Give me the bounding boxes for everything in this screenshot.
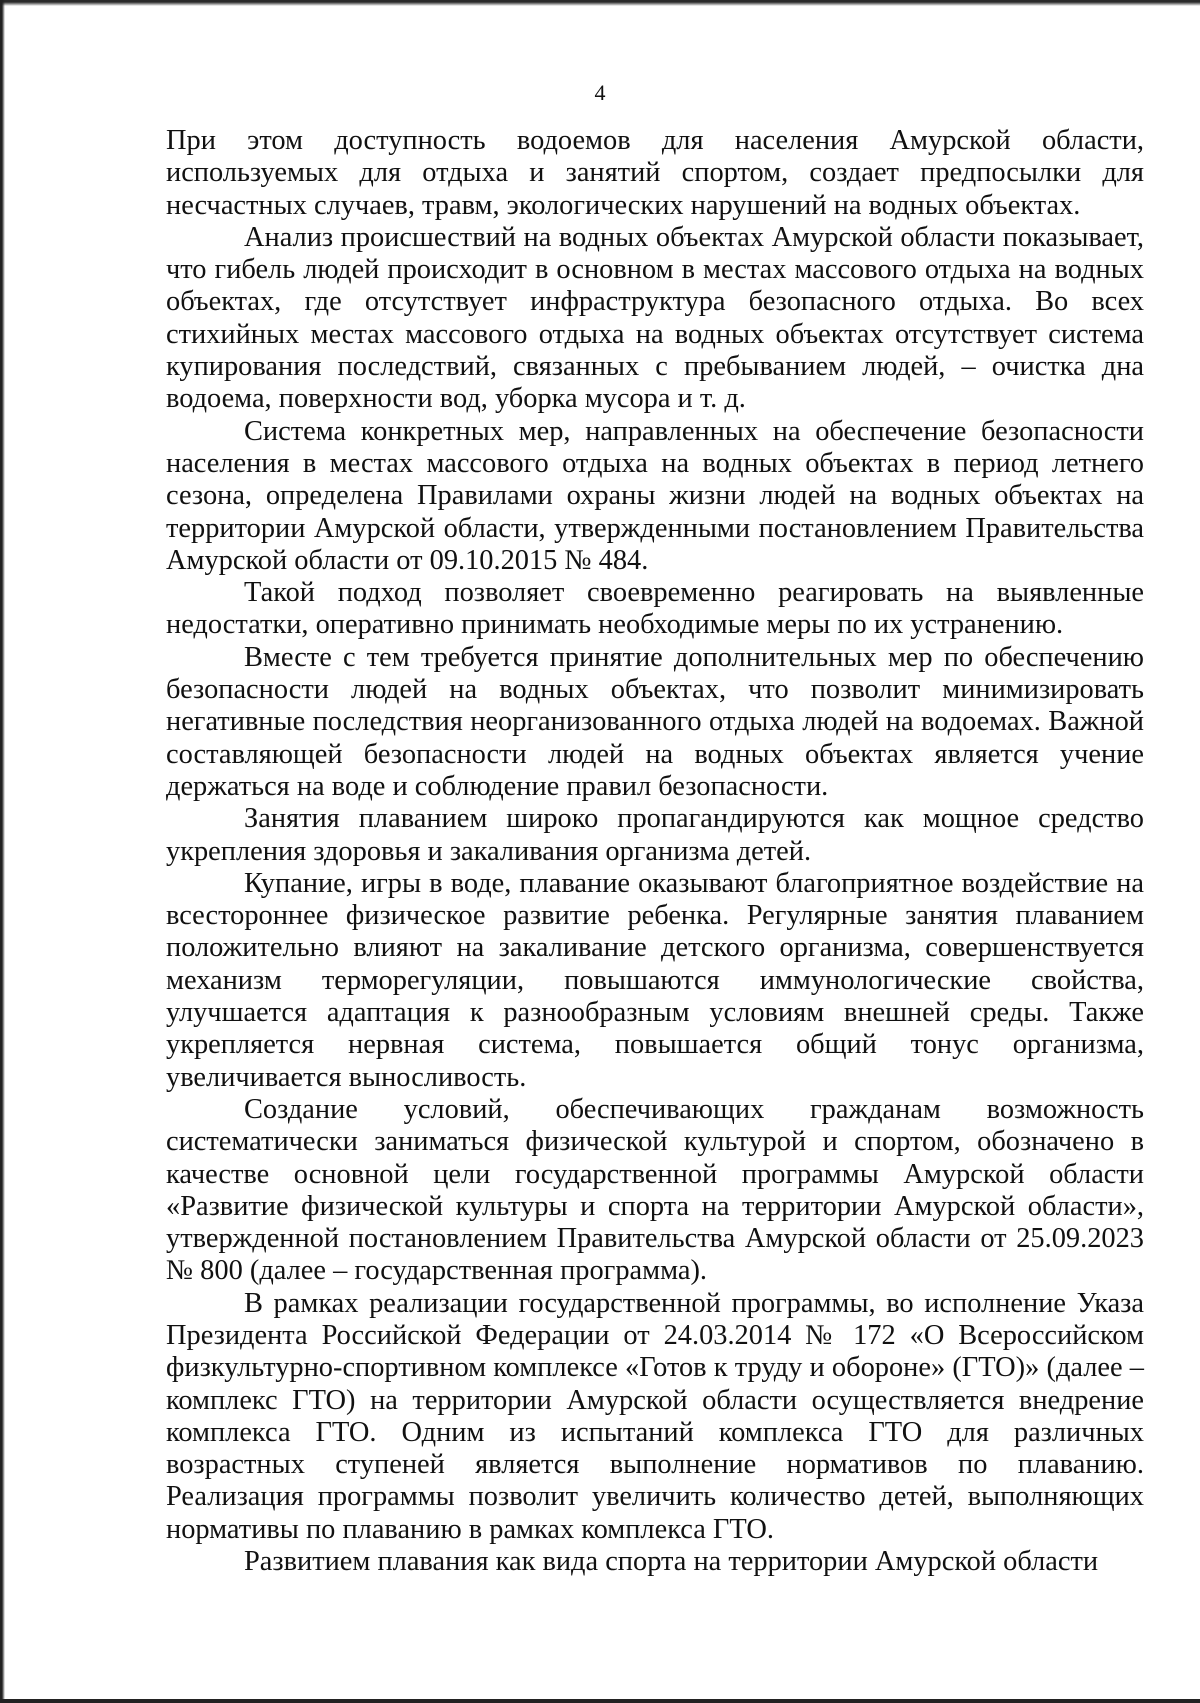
paragraph: Анализ происшествий на водных объектах Амурской области показывает, что гибель людей происходит в основном в местах массового отдыха на водных объектах, где отсутствует инфраструктура безопасного отдыха. Во всех стихийных местах массового отдыха на водных объектах отсутствует система купирования последствий, связанных с пребыванием людей, – очистка дна водоема, поверхности вод, уборка мусора и т. д. bbox=[166, 221, 1144, 415]
paragraph: В рамках реализации государственной программы, во исполнение Указа Президента Российской Федерации от 24.03.2014 № 172 «О Всероссийском физкультурно-спортивном комплексе «Готов к труду и обороне» (ГТО)» (далее – комплекс ГТО) на территории Амурской области осуществляется внедрение комплекса ГТО. Одним из испытаний комплекса ГТО для различных возрастных ступеней является выполнение нормативов по плаванию. Реализация программы позволит увеличить количество детей, выполняющих нормативы по плаванию в рамках комплекса ГТО. bbox=[166, 1287, 1144, 1545]
paragraph: Такой подход позволяет своевременно реагировать на выявленные недостатки, оперативно принимать необходимые меры по их устранению. bbox=[166, 577, 1144, 641]
scan-edge-bottom bbox=[0, 1699, 1200, 1703]
scan-edge-left bbox=[0, 0, 5, 1703]
paragraph: Вместе с тем требуется принятие дополнительных мер по обеспечению безопасности людей на водных объектах, что позволит минимизировать негативные последствия неорганизованного отдыха людей на водоемах. Важной составляющей безопасности людей на водных объектах является учение держаться на воде и соблюдение правил безопасности. bbox=[166, 641, 1144, 802]
document-body bbox=[166, 125, 1144, 1578]
paragraph: Занятия плаванием широко пропагандируются как мощное средство укрепления здоровья и закаливания организма детей. bbox=[166, 803, 1144, 867]
paragraph: Создание условий, обеспечивающих гражданам возможность систематически заниматься физической культурой и спортом, обозначено в качестве основной цели государственной программы Амурской области «Развитие физической культуры и спорта на территории Амурской области», утвержденной постановлением Правительства Амурской области от 25.09.2023 № 800 (далее – государственная программа). bbox=[166, 1093, 1144, 1287]
paragraph: Система конкретных мер, направленных на обеспечение безопасности населения в местах массового отдыха на водных объектах в период летнего сезона, определена Правилами охраны жизни людей на водных объектах на территории Амурской области, утвержденными постановлением Правительства Амурской области от 09.10.2015 № 484. bbox=[166, 415, 1144, 576]
paragraph: Купание, игры в воде, плавание оказывают благоприятное воздействие на всестороннее физическое развитие ребенка. Регулярные занятия плаванием положительно влияют на закаливание детского организма, совершенствуется механизм терморегуляции, повышаются иммунологические свойства, улучшается адаптация к разнообразным условиям внешней среды. Также укрепляется нервная система, повышается общий тонус организма, увеличивается выносливость. bbox=[166, 867, 1144, 1093]
paragraph: При этом доступность водоемов для населения Амурской области, используемых для отдыха и занятий спортом, создает предпосылки для несчастных случаев, травм, экологических нарушений на водных объектах. bbox=[166, 125, 1144, 221]
scan-edge-top bbox=[0, 0, 1200, 6]
paragraph: Развитием плавания как вида спорта на территории Амурской области bbox=[244, 1546, 1099, 1578]
page-number: 4 bbox=[594, 80, 606, 105]
